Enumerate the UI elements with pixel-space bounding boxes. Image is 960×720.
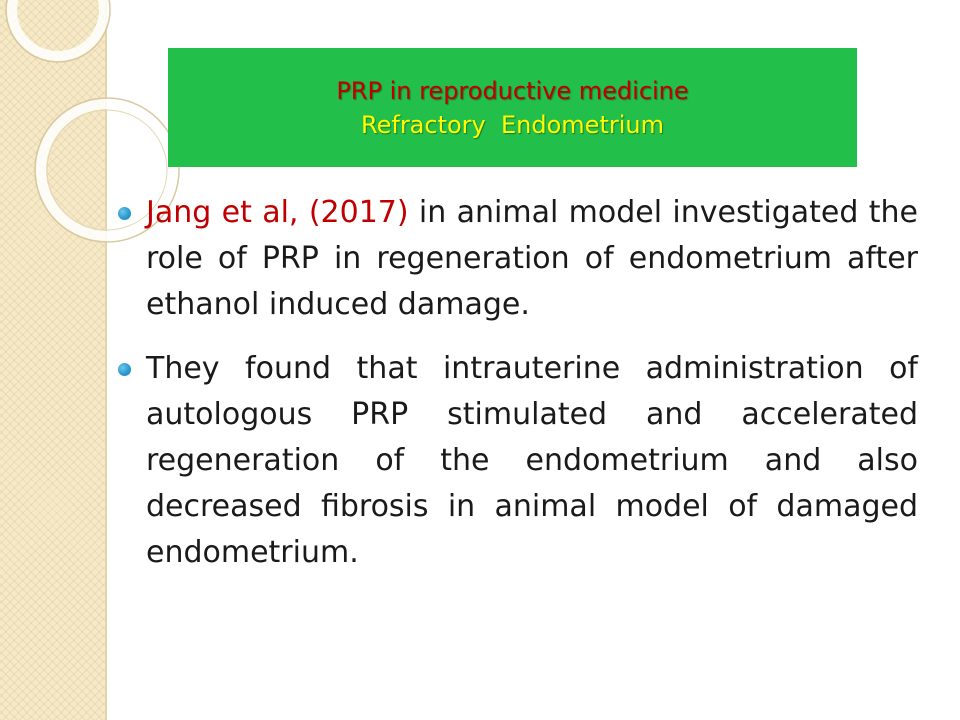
bullet-body-2: They found that intrauterine administration of autologous PRP stimulated and accelerated regeneration of the endometrium and also decreased fibrosis in animal model of damaged endometrium. [146, 351, 918, 570]
bullet-item-2 [118, 346, 918, 576]
bullet-text-2 [146, 346, 918, 576]
title-line-2: Refractory Endometrium [361, 110, 664, 139]
bullet-dot-icon [118, 207, 131, 220]
title-box [168, 48, 857, 167]
bullet-text-1 [146, 190, 918, 328]
bullet-list [118, 190, 918, 594]
bullet-dot-icon [118, 363, 131, 376]
bullet-item-1 [118, 190, 918, 328]
bullet-body-1: in animal model investigated the role of PRP in regeneration of endometrium after ethanol induced damage. [146, 195, 918, 322]
citation-highlight: Jang et al, (2017) [146, 195, 409, 230]
decorative-side-band [0, 0, 107, 720]
title-line-1: PRP in reproductive medicine [336, 76, 689, 105]
